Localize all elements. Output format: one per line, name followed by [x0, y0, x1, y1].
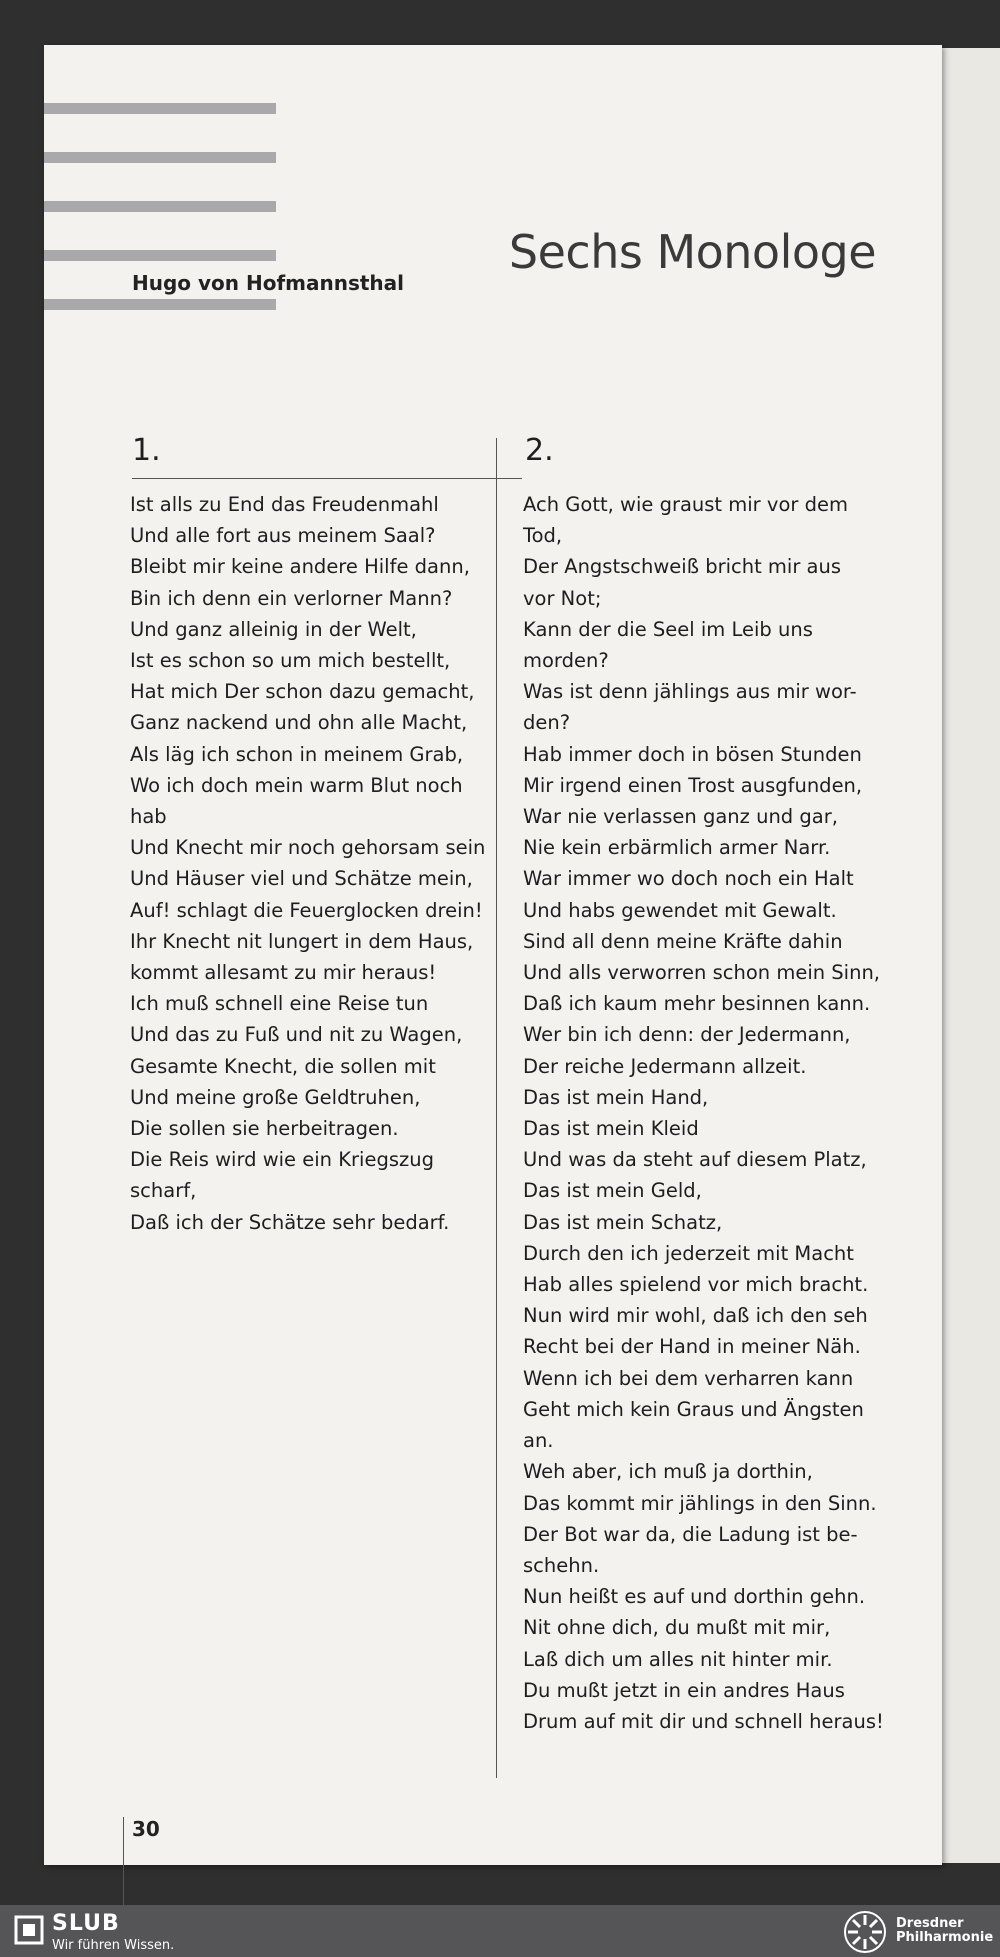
decorative-stripe: [44, 152, 276, 163]
poem-line: Das kommt mir jählings in den Sinn.: [523, 1491, 877, 1515]
poem-line: Mir irgend einen Trost ausgfunden,: [523, 773, 863, 797]
poem-line: Und was da steht auf diesem Platz,: [523, 1148, 867, 1172]
poem-line: Und alls verworren schon mein Sinn,: [523, 961, 881, 985]
decorative-stripe: [44, 299, 276, 310]
poem-line: Und das zu Fuß und nit zu Wagen,: [130, 1023, 463, 1047]
poem-line: Nit ohne dich, du mußt mit mir,: [523, 1616, 831, 1640]
poem-line: Bleibt mir keine andere Hilfe dann,: [130, 555, 470, 579]
page-number-rule: [123, 1817, 124, 1907]
poem-line: hab: [130, 805, 167, 829]
poem-line: Sind all denn meine Kräfte dahin: [523, 929, 843, 953]
poem-line: an.: [523, 1429, 554, 1453]
poem-line: den?: [523, 711, 571, 735]
poem-line: Geht mich kein Graus und Ängsten: [523, 1397, 864, 1421]
poem-line: Und ganz alleinig in der Welt,: [130, 617, 417, 641]
poem-line: morden?: [523, 649, 609, 673]
decorative-stripe: [44, 250, 276, 261]
poem-line: Nie kein erbärmlich armer Narr.: [523, 836, 831, 860]
poem-line: Ist alls zu End das Freudenmahl: [130, 493, 439, 516]
poem-line: Das ist mein Schatz,: [523, 1210, 723, 1234]
footer-bar: [0, 1905, 1000, 1957]
page-title: Sechs Monologe: [508, 225, 876, 279]
partner-name: [896, 1917, 993, 1945]
poem-line: Du mußt jetzt in ein andres Haus: [523, 1678, 845, 1702]
poem-line: Daß ich der Schätze sehr bedarf.: [130, 1210, 450, 1234]
poem-line: Der Bot war da, die Ladung ist be-: [523, 1522, 858, 1546]
poem-line: Bin ich denn ein verlorner Mann?: [130, 586, 453, 610]
section-number-2: 2.: [525, 433, 554, 468]
poem-line: Hab alles spielend vor mich bracht.: [523, 1273, 869, 1297]
poem-line: Wenn ich bei dem verharren kann: [523, 1366, 854, 1390]
page-number: 30: [132, 1817, 160, 1841]
poem-line: Ganz nackend und ohn alle Macht,: [130, 711, 468, 735]
poem-line: Auf! schlagt die Feuerglocken drein!: [130, 898, 483, 922]
poem-line: Ach Gott, wie graust mir vor dem: [523, 493, 848, 516]
library-name: SLUB: [52, 1911, 120, 1936]
poem-line: Und Knecht mir noch gehorsam sein: [130, 836, 486, 860]
document-page: [44, 45, 942, 1865]
poem-line: Der Angstschweiß bricht mir aus: [523, 555, 842, 579]
poem-line: Drum auf mit dir und schnell heraus!: [523, 1709, 884, 1733]
poem-line: Daß ich kaum mehr besinnen kann.: [523, 992, 871, 1016]
poem-line: Laß dich um alles nit hinter mir.: [523, 1647, 833, 1671]
poem-line: Wo ich doch mein warm Blut noch: [130, 773, 463, 797]
poem-line: Nun heißt es auf und dorthin gehn.: [523, 1585, 866, 1609]
poem-line: Und meine große Geldtruhen,: [130, 1085, 421, 1109]
poem-line: Gesamte Knecht, die sollen mit: [130, 1054, 436, 1078]
poem-line: Ihr Knecht nit lungert in dem Haus,: [130, 929, 474, 953]
poem-line: Durch den ich jederzeit mit Macht: [523, 1241, 854, 1265]
decorative-stripe: [44, 201, 276, 212]
slub-logo-icon: [14, 1915, 44, 1945]
poem-line: Nun wird mir wohl, daß ich den seh: [523, 1304, 868, 1328]
philharmonie-logo-icon: [842, 1909, 888, 1955]
poem-line: Als läg ich schon in meinem Grab,: [130, 742, 464, 766]
poem-line: Das ist mein Hand,: [523, 1085, 709, 1109]
column-divider: [496, 438, 497, 1778]
poem-line: Wer bin ich denn: der Jedermann,: [523, 1023, 851, 1047]
next-page-edge: [938, 48, 1000, 1863]
author-name: Hugo von Hofmannsthal: [132, 271, 405, 295]
poem-line: Hat mich Der schon dazu gemacht,: [130, 680, 475, 704]
library-tagline: Wir führen Wissen.: [52, 1938, 175, 1953]
poem-line: Und Häuser viel und Schätze mein,: [130, 867, 473, 891]
poem-line: War immer wo doch noch ein Halt: [523, 867, 854, 891]
poem-line: War nie verlassen ganz und gar,: [523, 805, 838, 829]
poem-line: Die Reis wird wie ein Kriegszug: [130, 1148, 434, 1172]
poem-line: Ich muß schnell eine Reise tun: [130, 992, 429, 1016]
decorative-stripe: [44, 103, 276, 114]
poem-line: kommt allesamt zu mir heraus!: [130, 961, 437, 985]
poem-line: Hab immer doch in bösen Stunden: [523, 742, 862, 766]
poem-line: Ist es schon so um mich bestellt,: [130, 649, 451, 673]
partner-name-line-2: Philharmonie: [896, 1930, 994, 1945]
poem-line: Das ist mein Kleid: [523, 1117, 699, 1141]
poem-column-2: [523, 489, 884, 1737]
poem-line: Tod,: [523, 524, 563, 548]
section-number-1: 1.: [132, 433, 161, 468]
poem-column-1: [130, 489, 485, 1238]
poem-line: Weh aber, ich muß ja dorthin,: [523, 1460, 813, 1484]
poem-line: Und habs gewendet mit Gewalt.: [523, 898, 837, 922]
section-divider: [132, 478, 522, 479]
poem-line: schehn.: [523, 1553, 600, 1577]
poem-line: Kann der die Seel im Leib uns: [523, 617, 813, 641]
poem-line: Und alle fort aus meinem Saal?: [130, 524, 436, 548]
poem-line: Recht bei der Hand in meiner Näh.: [523, 1335, 861, 1359]
poem-line: Der reiche Jedermann allzeit.: [523, 1054, 807, 1078]
partner-name-line-1: Dresdner: [896, 1916, 964, 1931]
poem-line: Was ist denn jählings aus mir wor-: [523, 680, 857, 704]
poem-line: scharf,: [130, 1179, 197, 1203]
poem-line: Das ist mein Geld,: [523, 1179, 702, 1203]
poem-line: vor Not;: [523, 586, 602, 610]
poem-line: Die sollen sie herbeitragen.: [130, 1117, 399, 1141]
